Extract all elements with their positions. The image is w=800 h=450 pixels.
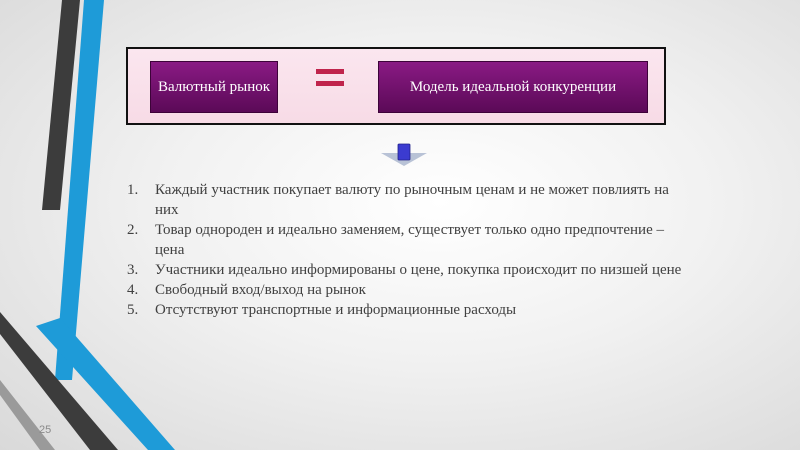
perfect-competition-box [378,61,648,113]
currency-market-box [150,61,278,113]
conditions-list [125,180,685,320]
list-item-text: Каждый участник покупает валюту по рыночным ценам и не может повлиять на них [155,182,669,218]
list-item [125,180,685,220]
list-item [125,300,685,320]
list-item-text: Отсутствуют транспортные и информационные расходы [155,302,517,318]
list-item-number: 3. [127,262,139,278]
list-item [125,220,685,260]
list-item-number: 5. [127,302,139,318]
currency-market-label: Валютный рынок [157,78,271,95]
list-item [125,260,685,280]
perfect-competition-label: Модель идеальной конкуренции [409,78,617,95]
comparison-frame [126,47,666,125]
list-item [125,280,685,300]
list-item-text: Свободный вход/выход на рынок [155,282,366,298]
equals-sign-icon [316,69,344,99]
down-arrow-icon [379,143,429,167]
list-item-number: 4. [127,282,139,298]
list-item-number: 2. [127,222,139,238]
page-number: 25 [39,424,52,436]
list-item-text: Товар однороден и идеально заменяем, существует только одно предпочтение – цена [155,222,664,258]
list-item-number: 1. [127,182,139,198]
list-item-text: Участники идеально информированы о цене, покупка происходит по низшей цене [155,262,682,278]
